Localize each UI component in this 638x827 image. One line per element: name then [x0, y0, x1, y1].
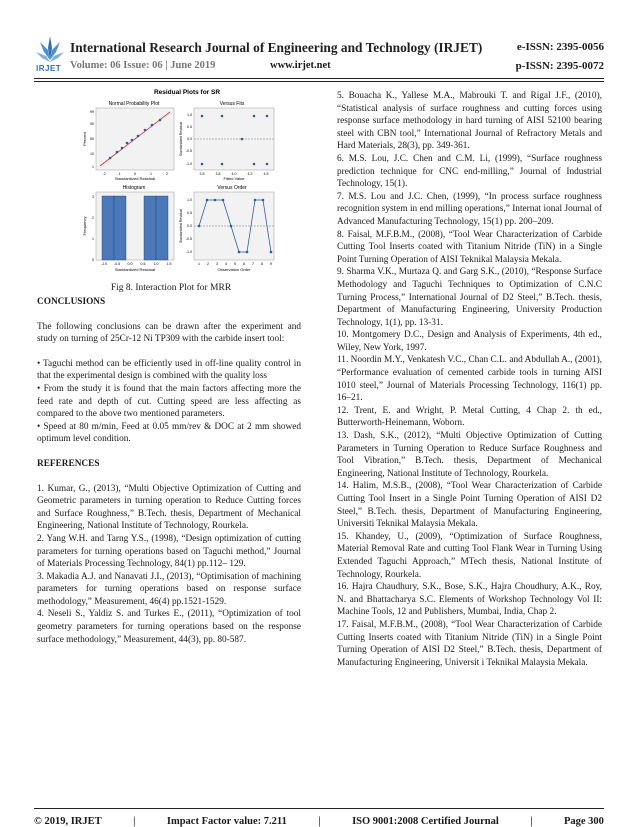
reference-item: 14. Halim, M.S.B., (2008), “Tool Wear Characterization of Carbide Cutting Tool Insert in a Single Point Turning Operation of AISI D2 Steel,” B.Tech. thesis, Department of Manufacturing Engineering, Universiti Teknikal Malaysia Mekala.	[337, 481, 602, 530]
fits-ylabel: Standardized Residual	[179, 121, 183, 157]
order-ytick: -0.5	[185, 237, 192, 241]
order-ytick: 1.0	[187, 198, 192, 202]
references-heading: REFERENCES	[37, 458, 100, 469]
order-point	[206, 199, 209, 202]
reference-item: 5. Bouacha K., Yallese M.A., Mabrouki T. and Rigal J.F., (2010), “Statistical analysis of surface roughness and cutting forces using response surface methodology in hard turning of AISI 52100 bearing steel with CBN tool,” International Journal of Refractory Metals and Hard Materials, 28(3), pp. 349-361.	[337, 91, 602, 152]
order-xtick: 8	[261, 262, 263, 266]
fits-point	[266, 115, 269, 118]
histogram-bar	[144, 196, 156, 260]
normal-point	[116, 151, 119, 154]
fits-plot-title: Versus Fits	[219, 101, 245, 107]
order-ytick: 0.5	[187, 211, 192, 215]
order-xtick: 7	[252, 262, 254, 266]
hist-ytick: 0	[92, 258, 94, 262]
hist-xtick: -1.0	[100, 262, 108, 266]
fits-xtick: 4.0	[231, 172, 237, 176]
normal-ytick: 1	[92, 165, 94, 169]
header-rule	[34, 78, 604, 79]
fits-point	[221, 163, 224, 166]
reference-item: 13. Dash, S.K., (2012), “Multi Objective Optimization of Cutting Parameters in Turning Operation to Reduce Surface Roughness and Tool Vibration,” B.Tech. thesis, Department of Mechanical Engineering, National Institute of Technology, Rourkela.	[337, 431, 602, 479]
reference-item: 10. Montgomery D.C., Design and Analysis of Experiments, 4th ed., Wiley, New York, 1997.	[337, 330, 602, 353]
reference-item: 16. Hajra Chaudhury, S.K., Bose, S.K., Hajra Choudhury, A.K., Roy, N. and Bhattacharya S.C. Elements of Workshop Technology Vol II: Machine Tools, 12 and Publishers, Mumbai, India, Chap 2.	[337, 582, 602, 618]
order-ytick: -1.0	[185, 250, 192, 254]
hist-ytick: 2	[92, 216, 94, 220]
conclusion-bullet: • Speed at 80 m/min, Feed at 0.05 mm/rev & DOC at 2 mm showed optimum level condition.	[37, 421, 301, 445]
reference-item: 1. Kumar, G., (2013), “Multi Objective Optimization of Cutting and Geometric parameters in turning operation to Reduce Cutting forces and Surface Roughness,” B.Tech. thesis, Department of Mechanical Engineering, National Institute of Technology, Rourkela.	[37, 483, 301, 532]
hist-xtick: -0.5	[113, 262, 121, 266]
order-point	[246, 251, 249, 254]
journal-title: International Research Journal of Engineering and Technology (IRJET)	[70, 40, 483, 55]
normal-ytick: 90	[90, 122, 94, 126]
left-column	[37, 296, 301, 646]
figure-caption: Fig 8. Interaction Plot for MRR	[110, 283, 232, 293]
hist-xtick: 0.5	[140, 262, 146, 266]
footer-impact-factor: Impact Factor value: 7.211	[166, 816, 287, 827]
fits-point	[221, 115, 224, 118]
normal-xtick: -2	[102, 172, 106, 176]
reference-item: 6. M.S. Lou, J.C. Chen and C.M. Li, (1999), “Surface roughness prediction technique for CNC end-milling,” Journal of Industrial Technology, 15(1).	[337, 153, 602, 190]
normal-xtick: 0	[134, 172, 136, 176]
fits-point	[253, 163, 256, 166]
normal-ytick: 99	[90, 110, 94, 114]
normal-point	[131, 139, 134, 142]
e-issn: e-ISSN: 2395-0056	[516, 41, 604, 53]
reference-item: 2. Yang W.H. and Tarng Y.S., (1998), “Design optimization of cutting parameters for turning operations based on Taguchi method,” Journal of Materials Processing Technology, 84(1) pp.112– 129.	[37, 533, 301, 570]
footer-separator: |	[133, 816, 136, 827]
reference-item: 4. Neseli S., Yaldiz S. and Turkes E., (2011), “Optimization of tool geometry parameters for turning operations based on the response surface methodology,” Measurement, 44(3), pp. 80-587.	[37, 609, 301, 645]
reference-item: 8. Faisal, M.F.B.M., (2008), “Tool Wear Characterization of Carbide Cutting Tool Inserts coated with Titanium Nitride (TiN) in a Single Point Turning Operation of AISI Teknikal Malaysia Mekala.	[337, 229, 602, 265]
fits-xtick: 3.5	[199, 172, 205, 176]
histogram-bar	[156, 196, 168, 260]
fits-point	[253, 115, 256, 118]
fits-point	[201, 163, 204, 166]
hist-ytick: 3	[92, 195, 94, 199]
fits-xtick: 4.2	[247, 172, 253, 176]
histogram-xlabel: Standardized Residual	[114, 267, 156, 272]
fits-ytick: 0.0	[187, 137, 192, 141]
footer-iso: ISO 9001:2008 Certified Journal	[352, 816, 499, 827]
journal-website[interactable]: www.irjet.net	[270, 60, 331, 71]
normal-plot-title: Normal Probability Plot	[108, 101, 160, 107]
footer-copyright: © 2019, IRJET	[34, 816, 102, 827]
order-point	[214, 199, 217, 202]
reference-item: 3. Makadia A.J. and Nanavati J.I., (2013), “Optimisation of machining parameters for turning operations based on response surface methodology,” Measurement, 46(4) pp.1521-1529.	[37, 571, 301, 607]
normal-ytick: 50	[90, 137, 94, 141]
histogram-bar	[102, 196, 114, 260]
order-point	[262, 199, 265, 202]
normal-point	[159, 119, 162, 122]
normal-xtick: 2	[166, 172, 168, 176]
histogram-ylabel: Frequency	[82, 216, 87, 236]
normal-point	[109, 157, 112, 160]
order-point	[230, 225, 233, 228]
normal-xtick: -1	[117, 172, 121, 176]
page-footer	[34, 816, 604, 827]
hist-xtick: 1.0	[153, 262, 159, 266]
reference-item: 17. Faisal, M.F.B.M., (2008), “Tool Wear Characterization of Carbide Cutting Inserts coated with Titanium Nitride (TiN) in a Single Point Turning Operation of AISI D2 Steel,” B.Tech. thesis, Department of Manufacturing Engineering, Universit i Teknikal Malaysia Mekala.	[337, 619, 602, 668]
footer-separator: |	[530, 816, 533, 827]
order-xtick: 1	[198, 262, 200, 266]
order-xtick: 2	[207, 262, 209, 266]
order-xtick: 3	[216, 262, 218, 266]
order-point	[222, 199, 225, 202]
header-rule-2	[34, 81, 604, 82]
logo-text: IRJET	[36, 64, 62, 73]
normal-point	[144, 129, 147, 132]
normal-point	[151, 124, 154, 127]
order-xtick: 6	[243, 262, 245, 266]
order-point	[238, 251, 241, 254]
order-xtick: 5	[234, 262, 236, 266]
fits-point	[241, 138, 244, 141]
conclusion-bullet: • Taguchi method can be efficiently used in off-line quality control in that the experimental design is combined with the quality loss	[37, 358, 301, 382]
fits-ytick: 1.0	[187, 113, 192, 117]
normal-ytick: 10	[90, 152, 94, 156]
hist-ytick: 1	[92, 237, 94, 241]
p-issn: p-ISSN: 2395-0072	[515, 60, 604, 72]
order-ytick: 0.0	[187, 224, 192, 228]
fits-ytick: -0.5	[185, 149, 192, 153]
histogram-title: Histogram	[122, 185, 146, 191]
hist-xtick: 0.0	[127, 262, 133, 266]
fits-xtick: 4.5	[263, 172, 269, 176]
histogram-bar	[114, 196, 126, 260]
footer-page-number: Page 300	[563, 816, 604, 827]
volume-issue: Volume: 06 Issue: 06 | June 2019	[70, 60, 216, 71]
order-point	[270, 251, 273, 254]
reference-item: 9. Sharma V.K., Murtaza Q. and Garg S.K., (2010), “Response Surface Methodology and Taguchi Techniques to Optimization of C.N.C Turning Process,” International Journal of D2 Steel,” B.Tech. thesis, Department of Manufacturing Engineering, University Production Technology, 1(1), pp. 13-31.	[337, 267, 602, 328]
order-xtick: 4	[225, 262, 227, 266]
footer-rule	[34, 808, 604, 809]
order-xlabel: Observation Order	[217, 267, 251, 272]
normal-point	[126, 142, 129, 145]
reference-item: 7. M.S. Lou and J.C. Chen, (1999), “In process surface roughness recognition system in end milling operations,” Internat ional Journal of Advanced Manufacturing Technology, 15(1) pp. 200–209.	[337, 191, 602, 227]
reference-item: 12. Trent, E. and Wright, P. Metal Cutting, 4 Chap 2. th ed., Butterworth-Heinemann, Woborn.	[337, 405, 602, 429]
conclusions-heading: CONCLUSIONS	[37, 297, 106, 307]
reference-item: 15. Khandey, U., (2009), “Optimization of Surface Roughness, Material Removal Rate and cutting Tool Flank Wear in Turning Using Extended Taguchi Approach,” MTech thesis, National Institute of Technology, Rourkela.	[337, 531, 602, 580]
fits-point	[201, 115, 204, 118]
fits-xtick: 3.8	[215, 172, 221, 176]
normal-point	[137, 135, 140, 138]
hist-xtick: 1.5	[166, 262, 172, 266]
fits-point	[266, 163, 269, 166]
journal-header	[0, 0, 638, 84]
residual-plots-figure	[82, 86, 282, 280]
conclusions-intro: The following conclusions can be drawn after the experiment and study on turning of 25Cr-12 Ni TP309 with the carbide insert tool:	[37, 321, 301, 345]
order-ylabel: Standardized Residual	[179, 208, 183, 244]
right-column	[337, 90, 602, 669]
normal-xlabel: Standardized Residual	[114, 176, 156, 181]
order-point	[254, 199, 257, 202]
fits-xlabel: Fitted Value	[223, 176, 245, 181]
normal-ylabel: Percent	[82, 132, 87, 146]
order-xtick: 9	[270, 262, 272, 266]
conclusion-bullet: • From the study it is found that the main factors affecting more the feed rate and depth of cut. Cutting speed are less affecting as compared to the above two mentioned parameters.	[37, 383, 301, 420]
normal-point	[121, 147, 124, 150]
fits-ytick: 0.5	[187, 125, 192, 129]
footer-separator: |	[318, 816, 321, 827]
order-point	[198, 225, 201, 228]
order-plot-title: Versus Order	[217, 185, 247, 191]
figure-title: Residual Plots for SR	[153, 89, 221, 96]
normal-xtick: 1	[150, 172, 152, 176]
fits-ytick: -1.0	[185, 162, 192, 166]
reference-item: 11. Noordin M.Y., Venkatesh V.C., Chan C.L. and Abdullah A., (2001), “Performance evaluation of cemented carbide tools in turning AISI 1010 steel,” Journal of Materials Processing Technology, 116(1) pp. 16–21.	[337, 355, 602, 404]
